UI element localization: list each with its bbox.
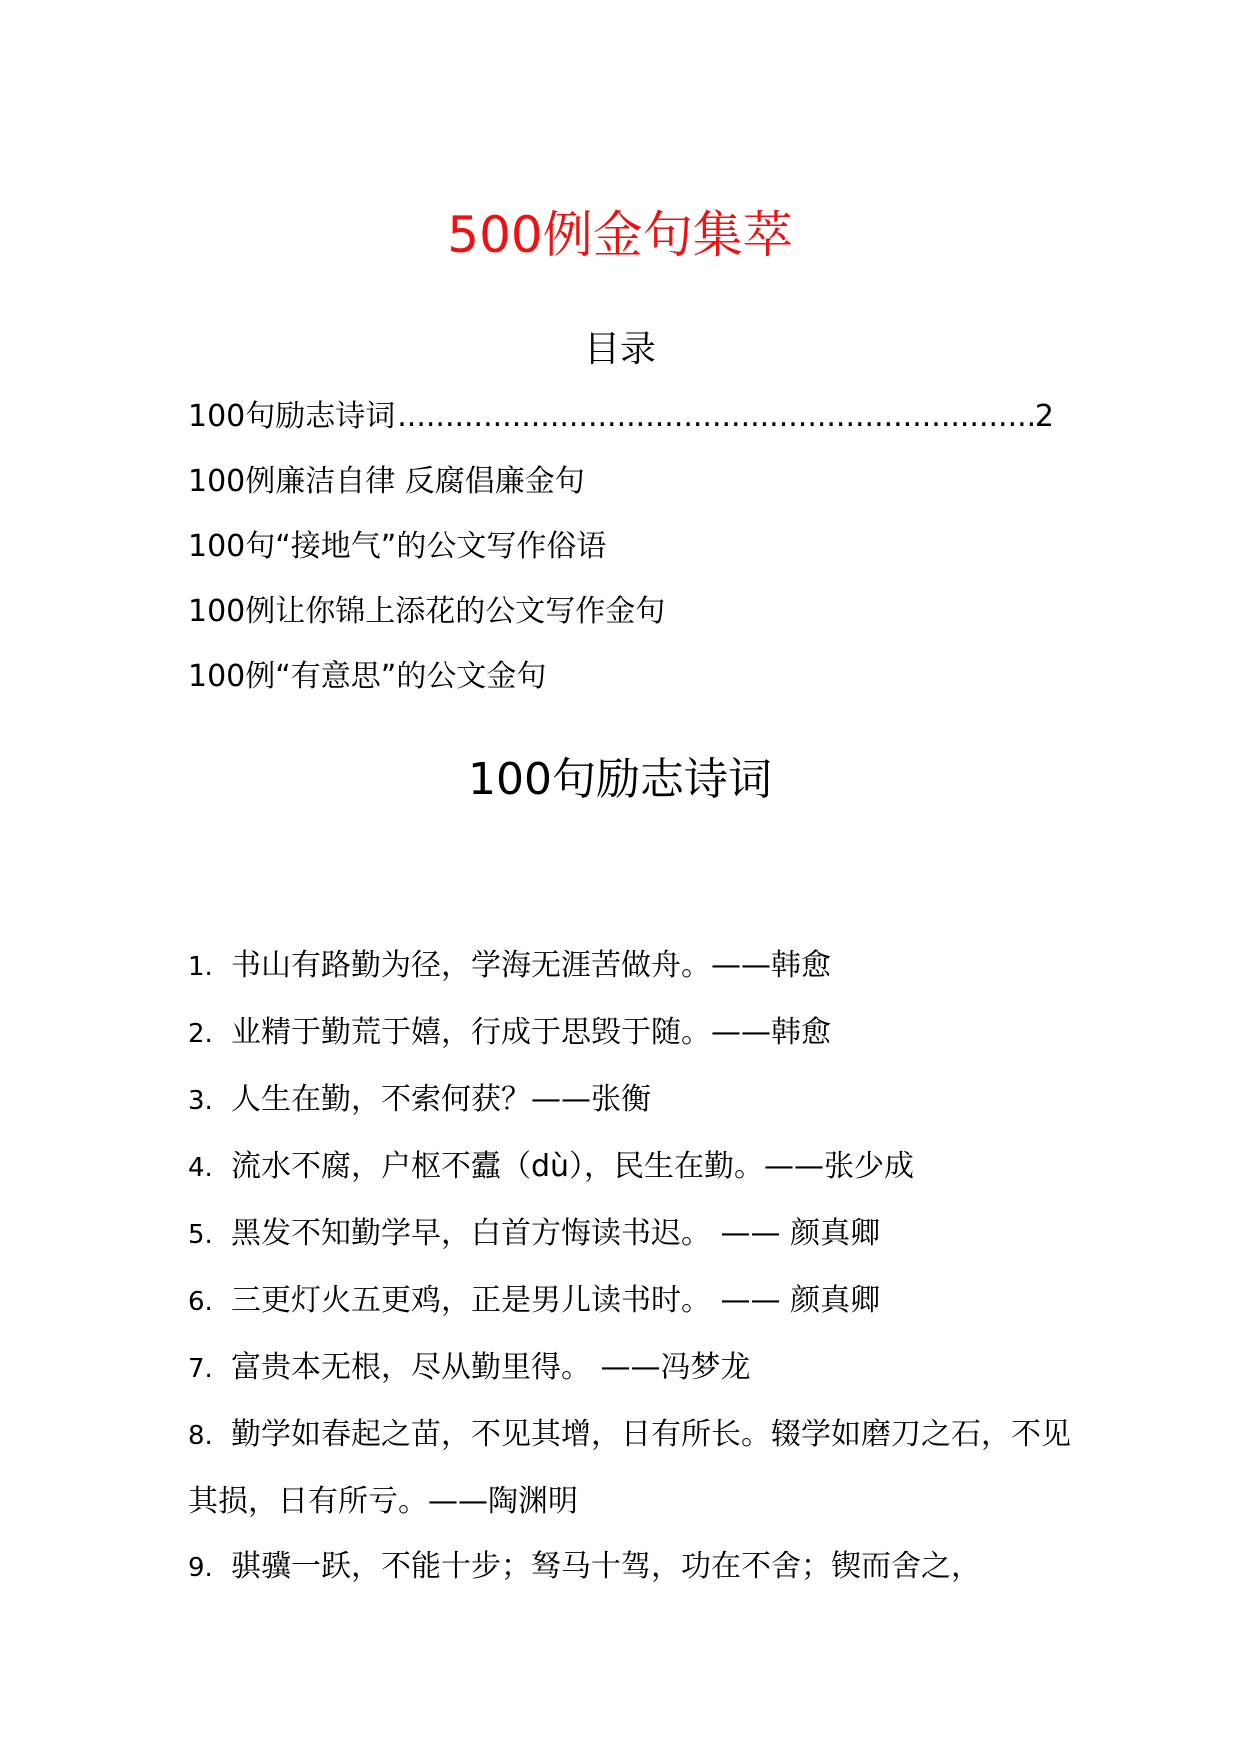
- toc-item-label: 100例“有意思”的公文金句: [188, 659, 547, 694]
- toc-heading: 目录: [583, 329, 656, 370]
- quote-item: [188, 1201, 1088, 1268]
- toc-item[interactable]: [188, 392, 1054, 457]
- quote-number: 6.: [188, 1287, 213, 1317]
- quote-text: 富贵本无根，尽从勤里得。 ——冯梦龙: [231, 1350, 751, 1385]
- quote-item: [188, 1134, 1088, 1201]
- table-of-contents: [188, 392, 1054, 717]
- toc-item[interactable]: [188, 457, 1054, 522]
- quote-item: [188, 1534, 1088, 1601]
- toc-page-number: 2: [1034, 399, 1054, 434]
- quote-number: 5.: [188, 1220, 213, 1250]
- quote-list: [188, 933, 1088, 1601]
- quote-number: 2.: [188, 1019, 213, 1049]
- quote-text: 流水不腐，户枢不蠹（dù），民生在勤。——张少成: [231, 1149, 915, 1184]
- quote-item: [188, 1067, 1088, 1134]
- quote-text: 人生在勤，不索何获？——张衡: [231, 1082, 651, 1117]
- quote-number: 3.: [188, 1086, 213, 1116]
- quote-text: 三更灯火五更鸡，正是男儿读书时。 —— 颜真卿: [231, 1283, 881, 1318]
- quote-text: 勤学如春起之苗，不见其增，日有所长。辍学如磨刀之石，不见其损，日有所亏。——陶渊明: [188, 1417, 1071, 1519]
- quote-text: 黑发不知勤学早，白首方悔读书迟。 —— 颜真卿: [231, 1216, 881, 1251]
- quote-item: [188, 1402, 1088, 1534]
- quote-number: 4.: [188, 1153, 213, 1183]
- section-heading: 100句励志诗词: [468, 754, 772, 805]
- quote-item: [188, 1335, 1088, 1402]
- quote-text: 骐骥一跃，不能十步；驽马十驾，功在不舍；锲而舍之，: [231, 1549, 981, 1584]
- quote-text: 业精于勤荒于嬉，行成于思毁于随。——韩愈: [231, 1015, 831, 1050]
- toc-item[interactable]: [188, 522, 1054, 587]
- toc-item-label: 100例廉洁自律 反腐倡廉金句: [188, 464, 585, 499]
- document-title: 500例金句集萃: [447, 206, 793, 264]
- toc-item-label: 100句励志诗词: [188, 399, 396, 434]
- quote-item: [188, 1000, 1088, 1067]
- toc-item[interactable]: [188, 652, 1054, 717]
- toc-dot-leader: [397, 392, 1033, 442]
- quote-text: 书山有路勤为径，学海无涯苦做舟。——韩愈: [231, 948, 831, 983]
- quote-number: 7.: [188, 1354, 213, 1384]
- toc-item-label: 100例让你锦上添花的公文写作金句: [188, 594, 666, 629]
- toc-item[interactable]: [188, 587, 1054, 652]
- quote-item: [188, 1268, 1088, 1335]
- toc-item-label: 100句“接地气”的公文写作俗语: [188, 529, 607, 564]
- quote-number: 1.: [188, 952, 213, 982]
- quote-number: 8.: [188, 1421, 213, 1451]
- quote-number: 9.: [188, 1553, 213, 1583]
- quote-item: [188, 933, 1088, 1000]
